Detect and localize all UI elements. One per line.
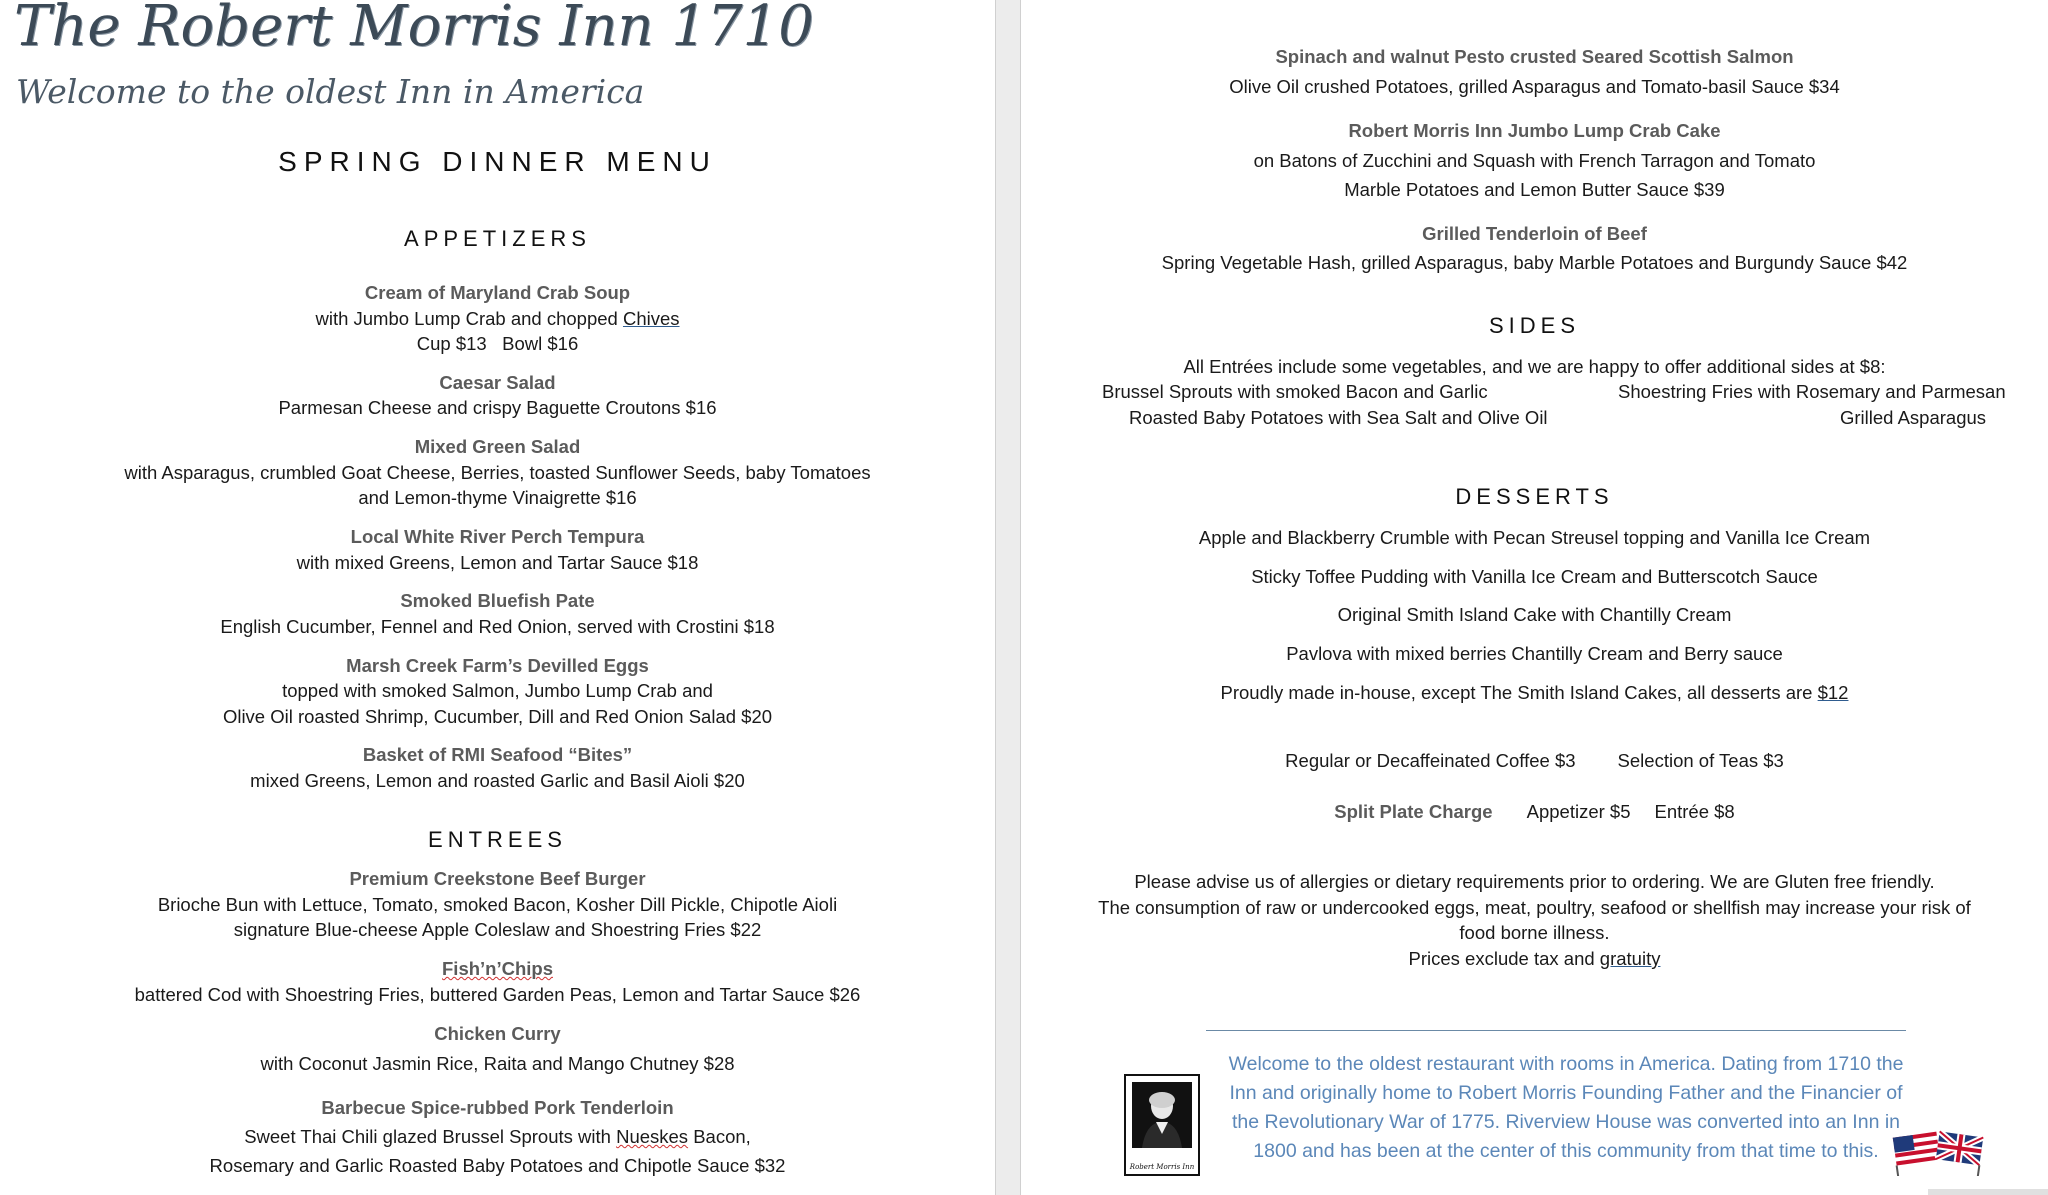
sides-heading: SIDES xyxy=(1488,313,1581,338)
us-uk-flags-icon xyxy=(1891,1128,1987,1176)
menu-title xyxy=(0,146,995,178)
side-item: Grilled Asparagus xyxy=(1840,407,1987,428)
dish-name: Grilled Tenderloin of Beef xyxy=(1422,223,1647,244)
portrait-image xyxy=(1132,1082,1192,1148)
split-plate-entree: Entrée $8 xyxy=(1654,801,1735,822)
divider-rule xyxy=(1206,1030,1906,1031)
dish-desc: Olive Oil crushed Potatoes, grilled Asparagus and Tomato-basil Sauce $34 xyxy=(1229,76,1840,97)
dish-desc: with mixed Greens, Lemon and Tartar Sauce $18 xyxy=(296,552,699,573)
dessert-note-text: Proudly made in-house, except The Smith Island Cakes, all desserts are xyxy=(1220,682,1818,703)
dish-desc: and Lemon-thyme Vinaigrette $16 xyxy=(358,487,637,508)
entrees-heading: ENTREES xyxy=(428,827,567,852)
allergy-notice: Please advise us of allergies or dietary requirements prior to ordering. We are Gluten free friendly. xyxy=(1134,871,1935,892)
dish-desc-text: with Jumbo Lump Crab and chopped xyxy=(315,308,623,329)
dish-desc-text: Sweet Thai Chili glazed Brussel Sprouts with xyxy=(244,1126,617,1147)
dessert-item: Pavlova with mixed berries Chantilly Cream and Berry sauce xyxy=(1286,643,1783,664)
dish-price-line: Cup $13 Bowl $16 xyxy=(416,333,579,354)
sides-intro: All Entrées include some vegetables, and we are happy to offer additional sides at $8: xyxy=(1183,356,1886,377)
portrait-caption: Robert Morris Inn xyxy=(1129,1163,1195,1171)
desserts-heading: DESSERTS xyxy=(1455,484,1614,509)
about-text: Welcome to the oldest restaurant with rooms in America. Dating from 1710 the Inn and originally home to Robert Morris Founding Father and the Financier of the Revolutionary War of 1775. Riverview House was converted into an Inn in 1800 and has been at the center of this community from that time to this. xyxy=(1228,1053,1904,1162)
dessert-note xyxy=(1021,682,2048,704)
dessert-item: Sticky Toffee Pudding with Vanilla Ice Cream and Butterscotch Sauce xyxy=(1251,566,1818,587)
dessert-price-link[interactable]: $12 xyxy=(1817,682,1849,703)
coffee-price: Regular or Decaffeinated Coffee $3 xyxy=(1285,750,1576,771)
dish-name: Local White River Perch Tempura xyxy=(350,526,645,547)
dish-desc: with Coconut Jasmin Rice, Raita and Mango Chutney $28 xyxy=(260,1053,735,1074)
dish-desc: Olive Oil roasted Shrimp, Cucumber, Dill and Red Onion Salad $20 xyxy=(222,706,773,727)
dish-desc: mixed Greens, Lemon and roasted Garlic and Basil Aioli $20 xyxy=(250,770,745,791)
dish-desc: with Asparagus, crumbled Goat Cheese, Berries, toasted Sunflower Seeds, baby Tomatoes xyxy=(124,462,871,483)
robert-morris-portrait-icon xyxy=(1124,1074,1200,1176)
scroll-indicator[interactable] xyxy=(1928,1189,2048,1195)
dessert-item: Apple and Blackberry Crumble with Pecan Streusel topping and Vanilla Ice Cream xyxy=(1198,527,1871,548)
dish-desc: topped with smoked Salmon, Jumbo Lump Crab and xyxy=(282,680,713,701)
page-gutter xyxy=(995,0,1021,1195)
dish-name: Marsh Creek Farm’s Devilled Eggs xyxy=(346,655,649,676)
spellcheck-word: Nueskes xyxy=(616,1126,689,1147)
side-item: Shoestring Fries with Rosemary and Parmesan xyxy=(1618,381,2006,402)
dish-name: Barbecue Spice-rubbed Pork Tenderloin xyxy=(321,1097,674,1118)
dish-desc: signature Blue-cheese Apple Coleslaw and Shoestring Fries $22 xyxy=(233,919,762,940)
split-plate-appetizer: Appetizer $5 xyxy=(1526,801,1631,822)
dish-desc: Rosemary and Garlic Roasted Baby Potatoes and Chipotle Sauce $32 xyxy=(209,1155,786,1176)
raw-food-warning: The consumption of raw or undercooked eggs, meat, poultry, seafood or shellfish may increase your risk of xyxy=(1098,897,1971,918)
dish-desc: Marble Potatoes and Lemon Butter Sauce $39 xyxy=(1344,179,1725,200)
split-plate-label: Split Plate Charge xyxy=(1334,801,1493,822)
dish-name: Cream of Maryland Crab Soup xyxy=(364,282,631,303)
dish-name: Caesar Salad xyxy=(439,372,556,393)
dish-name-text: Fish’n’Chips xyxy=(442,958,553,979)
gratuity-link[interactable]: gratuity xyxy=(1599,948,1661,969)
dish-desc: Spring Vegetable Hash, grilled Asparagus, baby Marble Potatoes and Burgundy Sauce $42 xyxy=(1161,252,1908,273)
split-plate-line xyxy=(1021,801,2048,823)
dish-name: Robert Morris Inn Jumbo Lump Crab Cake xyxy=(1348,120,1721,141)
raw-food-warning: food borne illness. xyxy=(1459,922,1610,943)
dish-desc xyxy=(0,308,995,330)
dessert-item: Original Smith Island Cake with Chantilly Cream xyxy=(1337,604,1732,625)
appetizers-heading: APPETIZERS xyxy=(404,226,591,251)
dish-name: Mixed Green Salad xyxy=(414,436,581,457)
side-item: Roasted Baby Potatoes with Sea Salt and Olive Oil xyxy=(1129,407,1548,428)
dish-name: Basket of RMI Seafood “Bites” xyxy=(362,744,633,765)
dish-desc-text: Bacon, xyxy=(688,1126,751,1147)
dish-desc: Parmesan Cheese and crispy Baguette Croutons $16 xyxy=(278,397,717,418)
dish-name: Smoked Bluefish Pate xyxy=(400,590,595,611)
dish-name: Chicken Curry xyxy=(434,1023,561,1044)
prices-notice-text: Prices exclude tax and xyxy=(1408,948,1600,969)
dish-name: Spinach and walnut Pesto crusted Seared Scottish Salmon xyxy=(1275,46,1794,67)
dish-desc: battered Cod with Shoestring Fries, buttered Garden Peas, Lemon and Tartar Sauce $26 xyxy=(134,984,861,1005)
side-item: Brussel Sprouts with smoked Bacon and Garlic xyxy=(1102,381,1488,402)
prices-notice xyxy=(1021,948,2048,970)
dish-desc: on Batons of Zucchini and Squash with French Tarragon and Tomato xyxy=(1253,150,1816,171)
menu-page-right xyxy=(1021,0,2048,1195)
chives-link[interactable]: Chives xyxy=(622,308,680,329)
portrait-figure-icon xyxy=(1132,1082,1192,1148)
teas-price: Selection of Teas $3 xyxy=(1617,750,1784,771)
menu-page-left xyxy=(0,0,995,1195)
dish-desc xyxy=(0,1126,995,1148)
dish-desc: English Cucumber, Fennel and Red Onion, served with Crostini $18 xyxy=(220,616,775,637)
inn-title: The Robert Morris Inn 1710 xyxy=(14,0,814,59)
dish-name xyxy=(0,958,995,980)
inn-tagline: Welcome to the oldest Inn in America xyxy=(16,72,645,111)
dish-name: Premium Creekstone Beef Burger xyxy=(349,868,646,889)
dish-desc: Brioche Bun with Lettuce, Tomato, smoked Bacon, Kosher Dill Pickle, Chipotle Aioli xyxy=(157,894,838,915)
menu-title-text: SPRING DINNER MENU xyxy=(278,146,717,177)
drinks-line xyxy=(1021,750,2048,772)
